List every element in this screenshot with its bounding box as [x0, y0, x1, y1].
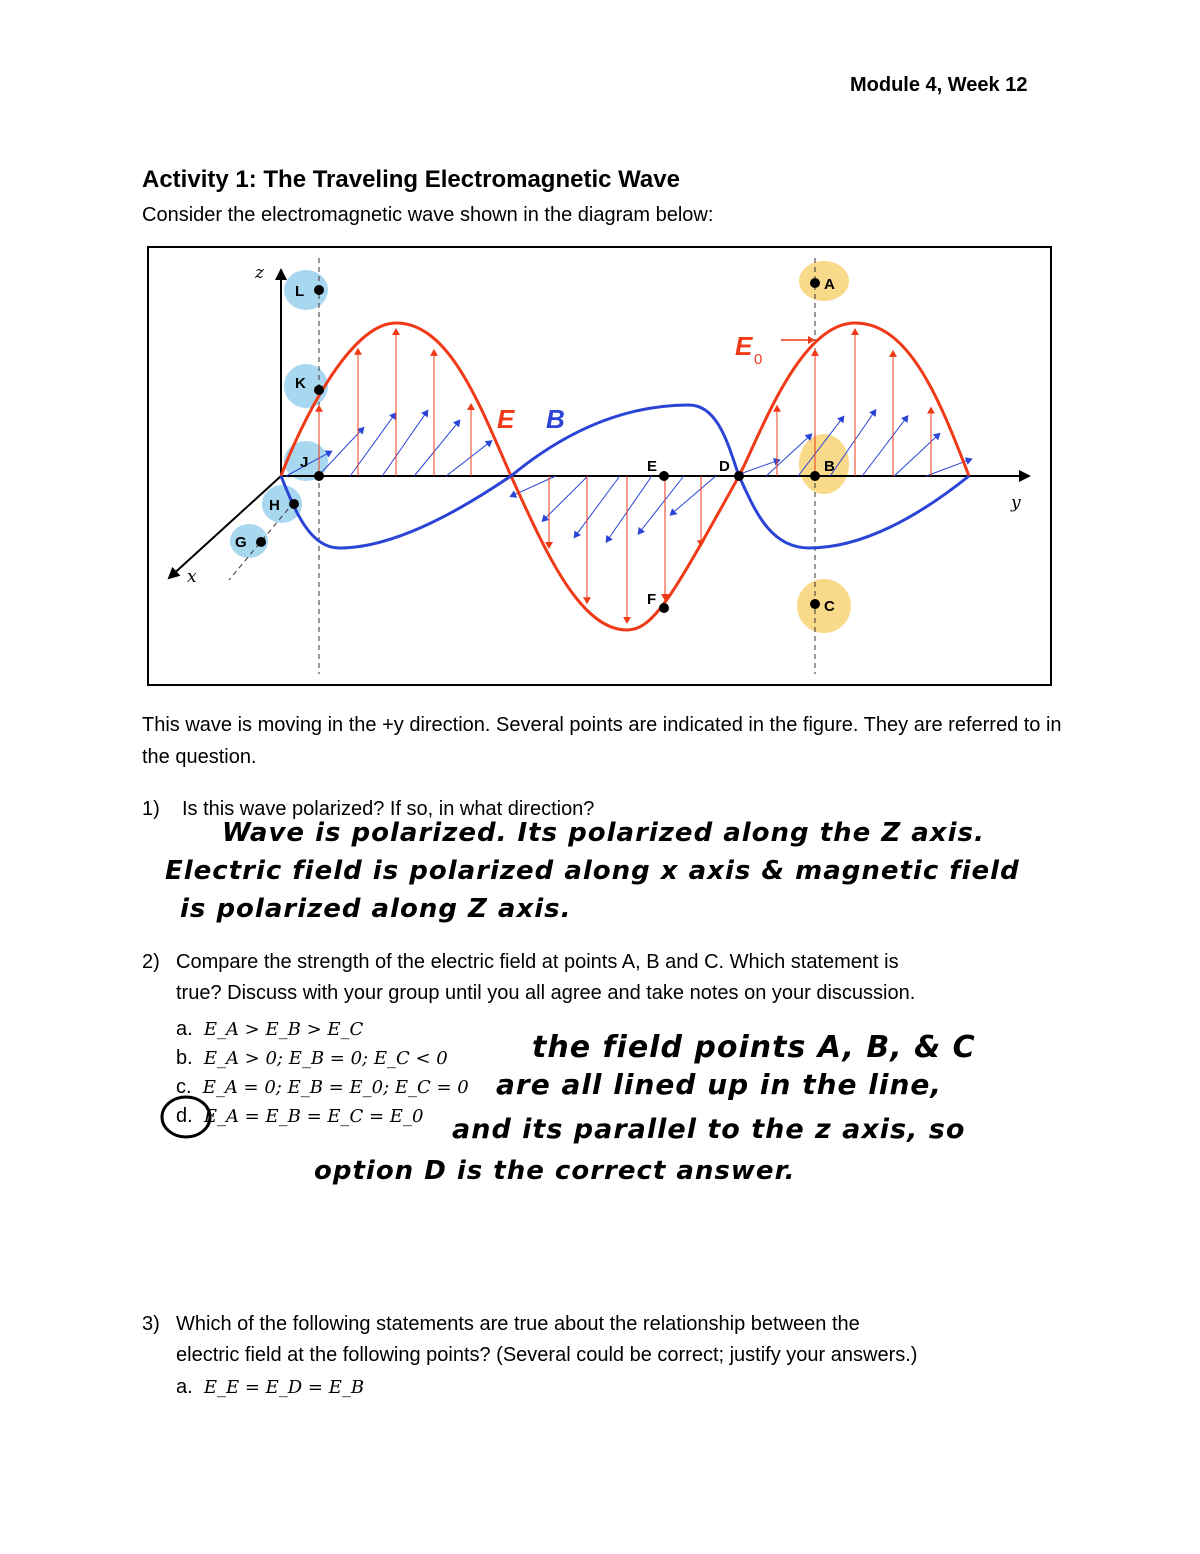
option-math: E_A = 0; E_B = E_0; E_C = 0 [202, 1077, 469, 1098]
q1-answer-line-2: Electric field is polarized along x axis & magnetic field [165, 856, 1020, 886]
point-K-label: K [295, 375, 306, 392]
question-3 [142, 1309, 1072, 1371]
option-math: E_A > E_B > E_C [203, 1019, 364, 1040]
b-field-arrow [638, 476, 684, 534]
b-field-label: B [546, 404, 565, 434]
b-field-arrow [574, 476, 620, 538]
question-2-line-1: Compare the strength of the electric field at points A, B and C. Which statement is [176, 951, 899, 973]
point-E-label: E [647, 458, 658, 475]
question-1-text: Is this wave polarized? If so, in what direction? [182, 798, 595, 820]
intro-text: Consider the electromagnetic wave shown in the diagram below: [142, 204, 714, 226]
em-wave-figure [147, 246, 1052, 686]
option-letter: a. [176, 1018, 193, 1040]
b-field-arrow [670, 476, 716, 515]
q2-option-b [176, 1044, 469, 1073]
question-1-number: 1) [142, 798, 160, 820]
b-field-arrow [446, 441, 492, 476]
x-axis [169, 476, 281, 578]
question-2-line-2: true? Discuss with your group until you all agree and take notes on your discussion. [176, 982, 916, 1004]
b-field-arrow [894, 433, 940, 476]
option-letter: c. [176, 1076, 192, 1098]
question-3-number: 3) [142, 1313, 160, 1335]
point-D-label: D [719, 458, 730, 475]
option-d-circle-mark [158, 1092, 214, 1142]
q1-answer-line-1: Wave is polarized. Its polarized along the Z axis. [222, 818, 985, 848]
option-letter: d. [176, 1105, 193, 1127]
activity-title: Activity 1: The Traveling Electromagnetic Wave [142, 166, 680, 193]
question-2 [142, 947, 1072, 1009]
labeled-points [235, 276, 835, 615]
description-paragraph: This wave is moving in the +y direction. Several points are indicated in the figure. They are referred to in the question. [142, 714, 1062, 768]
question-3-line-1: Which of the following statements are true about the relationship between the [176, 1313, 860, 1335]
b-field-arrow [414, 420, 460, 476]
q2-answer-line-3: and its parallel to the z axis, so [452, 1114, 966, 1145]
point-H-label: H [269, 497, 280, 514]
q2-option-c [176, 1073, 469, 1102]
z-axis-label: z [255, 263, 264, 283]
q2-option-d [176, 1102, 469, 1131]
option-math: E_A = E_B = E_C = E_0 [203, 1106, 424, 1127]
point-A-label: A [824, 276, 835, 293]
point-B-label: B [824, 458, 835, 475]
x-axis-label: x [187, 567, 197, 587]
option-math: E_E = E_D = E_B [203, 1377, 365, 1398]
y-axis-label: y [1011, 493, 1021, 513]
option-math: E_A > 0; E_B = 0; E_C < 0 [203, 1048, 448, 1069]
point-F-label: F [647, 591, 657, 608]
q1-answer-line-3: is polarized along Z axis. [180, 894, 572, 924]
question-3-line-2: electric field at the following points? (Several could be correct; justify your answers.) [176, 1344, 918, 1366]
e0-subscript: 0 [754, 351, 763, 368]
page-header: Module 4, Week 12 [850, 74, 1028, 96]
q2-options [176, 1015, 469, 1131]
point-highlights [230, 261, 851, 633]
q2-answer-line-2: are all lined up in the line, [496, 1068, 943, 1101]
em-wave-diagram [149, 248, 1054, 688]
point-L-label: L [295, 283, 305, 300]
e-field-label: E [497, 404, 515, 434]
e0-label: E [735, 331, 753, 361]
q2-answer-line-4: option D is the correct answer. [314, 1156, 796, 1186]
option-letter: a. [176, 1376, 193, 1398]
option-letter: b. [176, 1047, 193, 1069]
b-field-arrow [862, 416, 908, 476]
q3-option-a [176, 1376, 364, 1399]
q2-option-a [176, 1015, 469, 1044]
point-C-label: C [824, 598, 835, 615]
point-G-label: G [235, 534, 247, 551]
b-field-arrow [382, 410, 428, 476]
question-2-number: 2) [142, 951, 160, 973]
q2-answer-line-1: the field points A, B, & C [532, 1030, 976, 1065]
point-J-label: J [300, 454, 309, 471]
